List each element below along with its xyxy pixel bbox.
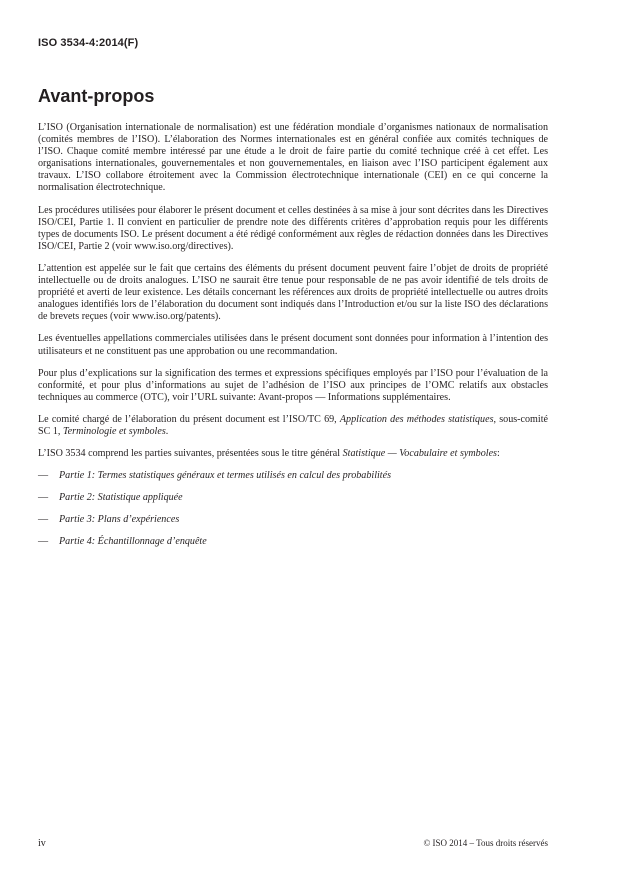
parts-list: [38, 470, 548, 548]
committee-text-after: .: [165, 425, 169, 437]
general-title: Statistique — Vocabulaire et symboles: [342, 448, 497, 460]
list-item: [38, 470, 548, 482]
list-item: [38, 514, 548, 526]
committee-title: Application des méthodes statistiques: [339, 413, 494, 425]
copyright-notice: © ISO 2014 – Tous droits réservés: [423, 838, 548, 848]
list-item: [38, 492, 548, 504]
subcommittee-title: Terminologie et symboles: [62, 425, 166, 437]
list-dash: —: [38, 470, 49, 482]
list-item-text: Partie 1: Termes statistiques généraux et termes utilisés en calcul des probabilités: [59, 470, 392, 482]
page-number: iv: [38, 838, 46, 849]
list-item: [38, 536, 548, 548]
committee-text-middle: , sous-comité SC 1,: [38, 413, 548, 437]
list-dash: —: [38, 492, 49, 504]
paragraph-patents: L’attention est appelée sur le fait que certains des éléments du présent document peuvent faire l’objet de droits de propriété intellectuelle ou de droits analogues. L’ISO ne saurait être tenue pour responsable de ne pas avoir identifié de tels droits de propriété et averti de leur existence. Les détails concernant les références aux droits de propriété intellectuelle ou autres droits analogues identifiés lors de l’élaboration du document sont indiqués dans l’Introduction et/ou sur la liste ISO des déclarations de brevets reçues (voir www.iso.org/patents).: [38, 262, 548, 323]
parts-intro-after: :: [497, 448, 500, 460]
paragraph-trade-names: Les éventuelles appellations commerciales utilisées dans le présent document sont données pour information à l’intention des utilisateurs et ne constituent pas une approbation ou une recommandation.: [38, 333, 548, 357]
list-item-text: Partie 3: Plans d’expériences: [59, 514, 180, 526]
list-item-text: Partie 4: Échantillonnage d’enquête: [59, 536, 207, 548]
list-item-text: Partie 2: Statistique appliquée: [59, 492, 183, 504]
paragraph-iso-intro: L’ISO (Organisation internationale de normalisation) est une fédération mondiale d’organismes nationaux de normalisation (comités membres de l’ISO). L’élaboration des Normes internationales est en général confiée aux comités techniques de l’ISO. Chaque comité membre intéressé par une étude a le droit de faire partie du comité technique créé à cet effet. Les organisations internationales, gouvernementales et non gouvernementales, en liaison avec l’ISO participent également aux travaux. L’ISO collabore étroitement avec la Commission électrotechnique internationale (CEI) en ce qui concerne la normalisation électrotechnique.: [38, 122, 548, 194]
paragraph-parts-intro: [38, 448, 548, 460]
parts-intro-before: L’ISO 3534 comprend les parties suivantes, présentées sous le titre général: [38, 448, 343, 460]
paragraph-committee: [38, 414, 548, 438]
list-dash: —: [38, 514, 49, 526]
foreword-body: [38, 122, 548, 559]
paragraph-conformity: Pour plus d’explications sur la signification des termes et expressions spécifiques employés par l’ISO pour l’évaluation de la conformité, et pour plus d’informations au sujet de l’adhésion de l’ISO aux principes de l’OMC relatifs aux obstacles techniques au commerce (OTC), voir l’URL suivante: Avant-propos — Informations supplémentaires.: [38, 367, 548, 403]
document-identifier: ISO 3534-4:2014(F): [38, 37, 139, 49]
page-title: Avant-propos: [38, 86, 155, 106]
committee-text-before: Le comité chargé de l’élaboration du présent document est l’ISO/TC 69,: [38, 413, 340, 425]
list-dash: —: [38, 536, 49, 548]
paragraph-procedures: Les procédures utilisées pour élaborer le présent document et celles destinées à sa mise à jour sont décrites dans les Directives ISO/CEI, Partie 1. Il convient en particulier de prendre note des différents critères d’approbation requis pour les différents types de documents ISO. Le présent document a été rédigé conformément aux règles de rédaction données dans les Directives ISO/CEI, Partie 2 (voir www.iso.org/directives).: [38, 204, 548, 252]
